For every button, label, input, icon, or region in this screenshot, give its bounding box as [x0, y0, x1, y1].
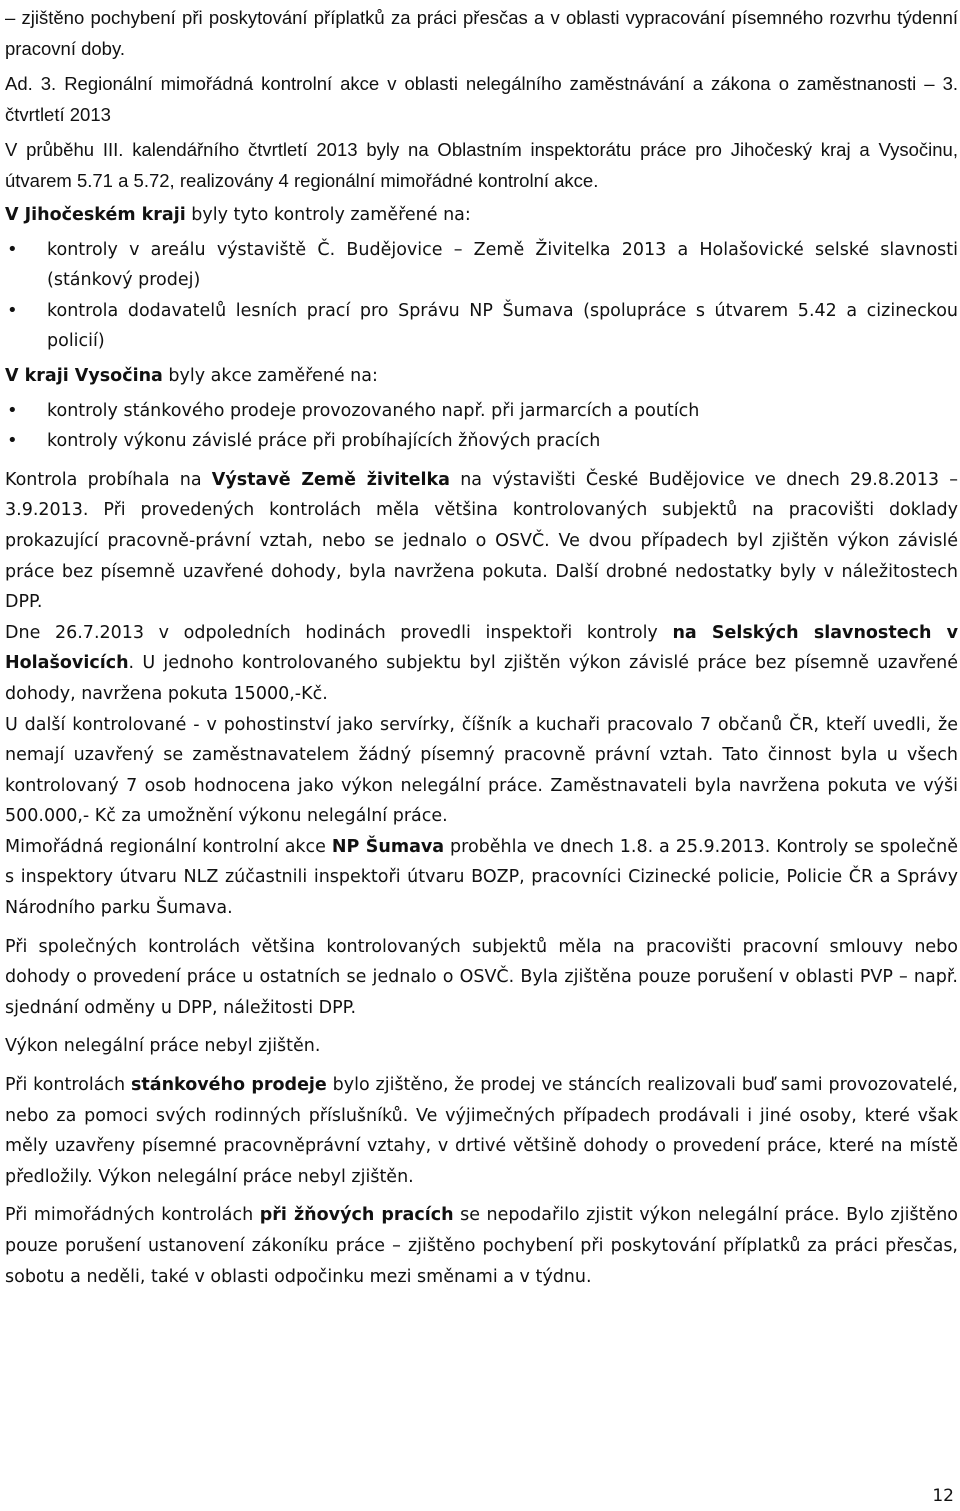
- paragraph-pohostinstvi: U další kontrolované - v pohostinství jako servírky, číšník a kuchaři pracovalo 7 občanů ČR, kteří uvedli, že nemají uzavřený se zaměstnavatelem žádný písemný pracovně právní vztah. Tato činnost byla u všech kontrolovaný 7 osob hodnocena jako výkon nelegální práce. Zaměstnavateli byla navržena pokuta ve výši 500.000,- Kč za umožnění výkonu nelegální práce.: [5, 714, 958, 827]
- paragraph-stankovy: [5, 1070, 958, 1192]
- text-run-bold: NP Šumava: [331, 836, 445, 857]
- text-run: Dne 26.7.2013 v odpoledních hodinách provedli inspektoři kontroly: [5, 622, 673, 643]
- paragraph-znove: [5, 1200, 958, 1292]
- jihocesky-lead: [5, 200, 958, 231]
- text-run: proběhla ve dnech 1.8. a 25.9.2013. Kontroly se společně s inspektory útvaru NLZ zúčastnili inspektoři útvaru BOZP, pracovníci Cizinecké policie, Policie ČR a Správy Národního parku Šumava.: [5, 836, 958, 919]
- section-heading-ad3: Ad. 3. Regionální mimořádná kontrolní akce v oblasti nelegálního zaměstnávání a zákona o zaměstnanosti – 3. čtvrtletí 2013: [5, 73, 958, 125]
- vysocina-list: [5, 396, 958, 457]
- ad3-intro-paragraph: V průběhu III. kalendářního čtvrtletí 2013 byly na Oblastním inspektorátu práce pro Jihočeský kraj a Vysočinu, útvarem 5.71 a 5.72, realizovány 4 regionální mimořádné kontrolní akce.: [5, 139, 958, 191]
- list-item: • kontroly výkonu závislé práce při probíhajících žňových pracích: [5, 426, 958, 457]
- text-run: bylo zjištěno, že prodej ve stáncích realizovali buď sami provozovatelé, nebo za pomoci svých rodinných příslušníků. Ve výjimečných případech prodávali i jiné osoby, které však měly uzavřeny písemné pracovněprávní vztahy, v drtivé většině dohody o provedení práce, které na místě předložily. Výkon nelegální práce nebyl zjištěn.: [5, 1075, 958, 1187]
- jihocesky-lead-bold: V Jihočeském kraji: [5, 205, 186, 225]
- jihocesky-list: [5, 235, 958, 357]
- page-number: 12: [932, 1486, 954, 1506]
- text-run: Mimořádná regionální kontrolní akce: [5, 836, 332, 857]
- text-run-bold: stánkového prodeje: [130, 1075, 327, 1096]
- text-run: Kontrola probíhala na: [5, 469, 212, 490]
- text-run: . U jednoho kontrolovaného subjektu byl zjištěn výkon závislé práce bez písemně uzavřené dohody, navržena pokuta 15000,-Kč.: [5, 653, 958, 704]
- list-item: • kontrola dodavatelů lesních prací pro Správu NP Šumava (spolupráce s útvarem 5.42 a cizineckou policií): [5, 296, 958, 357]
- paragraph-spolecne: Při společných kontrolách většina kontrolovaných subjektů měla na pracovišti pracovní smlouvy nebo dohody o provedení práce u ostatních se jednalo o OSVČ. Byla zjištěna pouze porušení v oblasti PVP – např. sjednání odměny u DPP, náležitosti DPP.: [5, 936, 958, 1018]
- text-run: Při kontrolách: [5, 1075, 131, 1096]
- paragraph-vykon: Výkon nelegální práce nebyl zjištěn.: [5, 1036, 321, 1057]
- vysocina-lead-bold: V kraji Vysočina: [5, 365, 163, 386]
- list-item: • kontroly stánkového prodeje provozovaného např. při jarmarcích a poutích: [5, 396, 958, 427]
- text-run: na výstavišti České Budějovice ve dnech 29.8.2013 – 3.9.2013. Při provedených kontrolách měla většina kontrolovaných subjektů na pracovišti doklady prokazující pracovně-právní vztah, nebo se jednalo o OSVČ. Ve dvou případech byl zjištěn výkon závislé práce bez písemně uzavřené dohody, byla navržena pokuta. Další drobné nedostatky byly v náležitostech DPP.: [5, 469, 959, 613]
- paragraph-vystava: [5, 465, 958, 618]
- intro-continuation: – zjištěno pochybení při poskytování příplatků za práci přesčas a v oblasti vypracování písemného rozvrhu týdenní pracovní doby.: [5, 7, 958, 59]
- text-run: Při mimořádných kontrolách: [5, 1205, 260, 1226]
- text-run-bold: při žňových pracích: [259, 1205, 454, 1226]
- jihocesky-lead-rest: byly tyto kontroly zaměřené na:: [185, 205, 471, 225]
- text-run-bold: Výstavě Země živitelka: [211, 469, 450, 490]
- paragraph-sumava: [5, 832, 958, 924]
- list-item: • kontroly v areálu výstaviště Č. Budějovice – Země Živitelka 2013 a Holašovické selské slavnosti (stánkový prodej): [5, 235, 958, 296]
- text-run: se nepodařilo zjistit výkon nelegální práce. Bylo zjištěno pouze porušení ustanovení zákoníku práce – zjištěno pochybení při poskytování příplatků za práci přesčas, sobotu a neděli, také v oblasti odpočinku mezi směnami a v týdnu.: [5, 1205, 959, 1287]
- vysocina-lead-rest: byly akce zaměřené na:: [162, 365, 378, 386]
- text-run-bold: na Selských slavnostech v Holašovicích: [5, 622, 958, 674]
- paragraph-slavnosti: [5, 618, 958, 710]
- vysocina-lead: [5, 361, 958, 392]
